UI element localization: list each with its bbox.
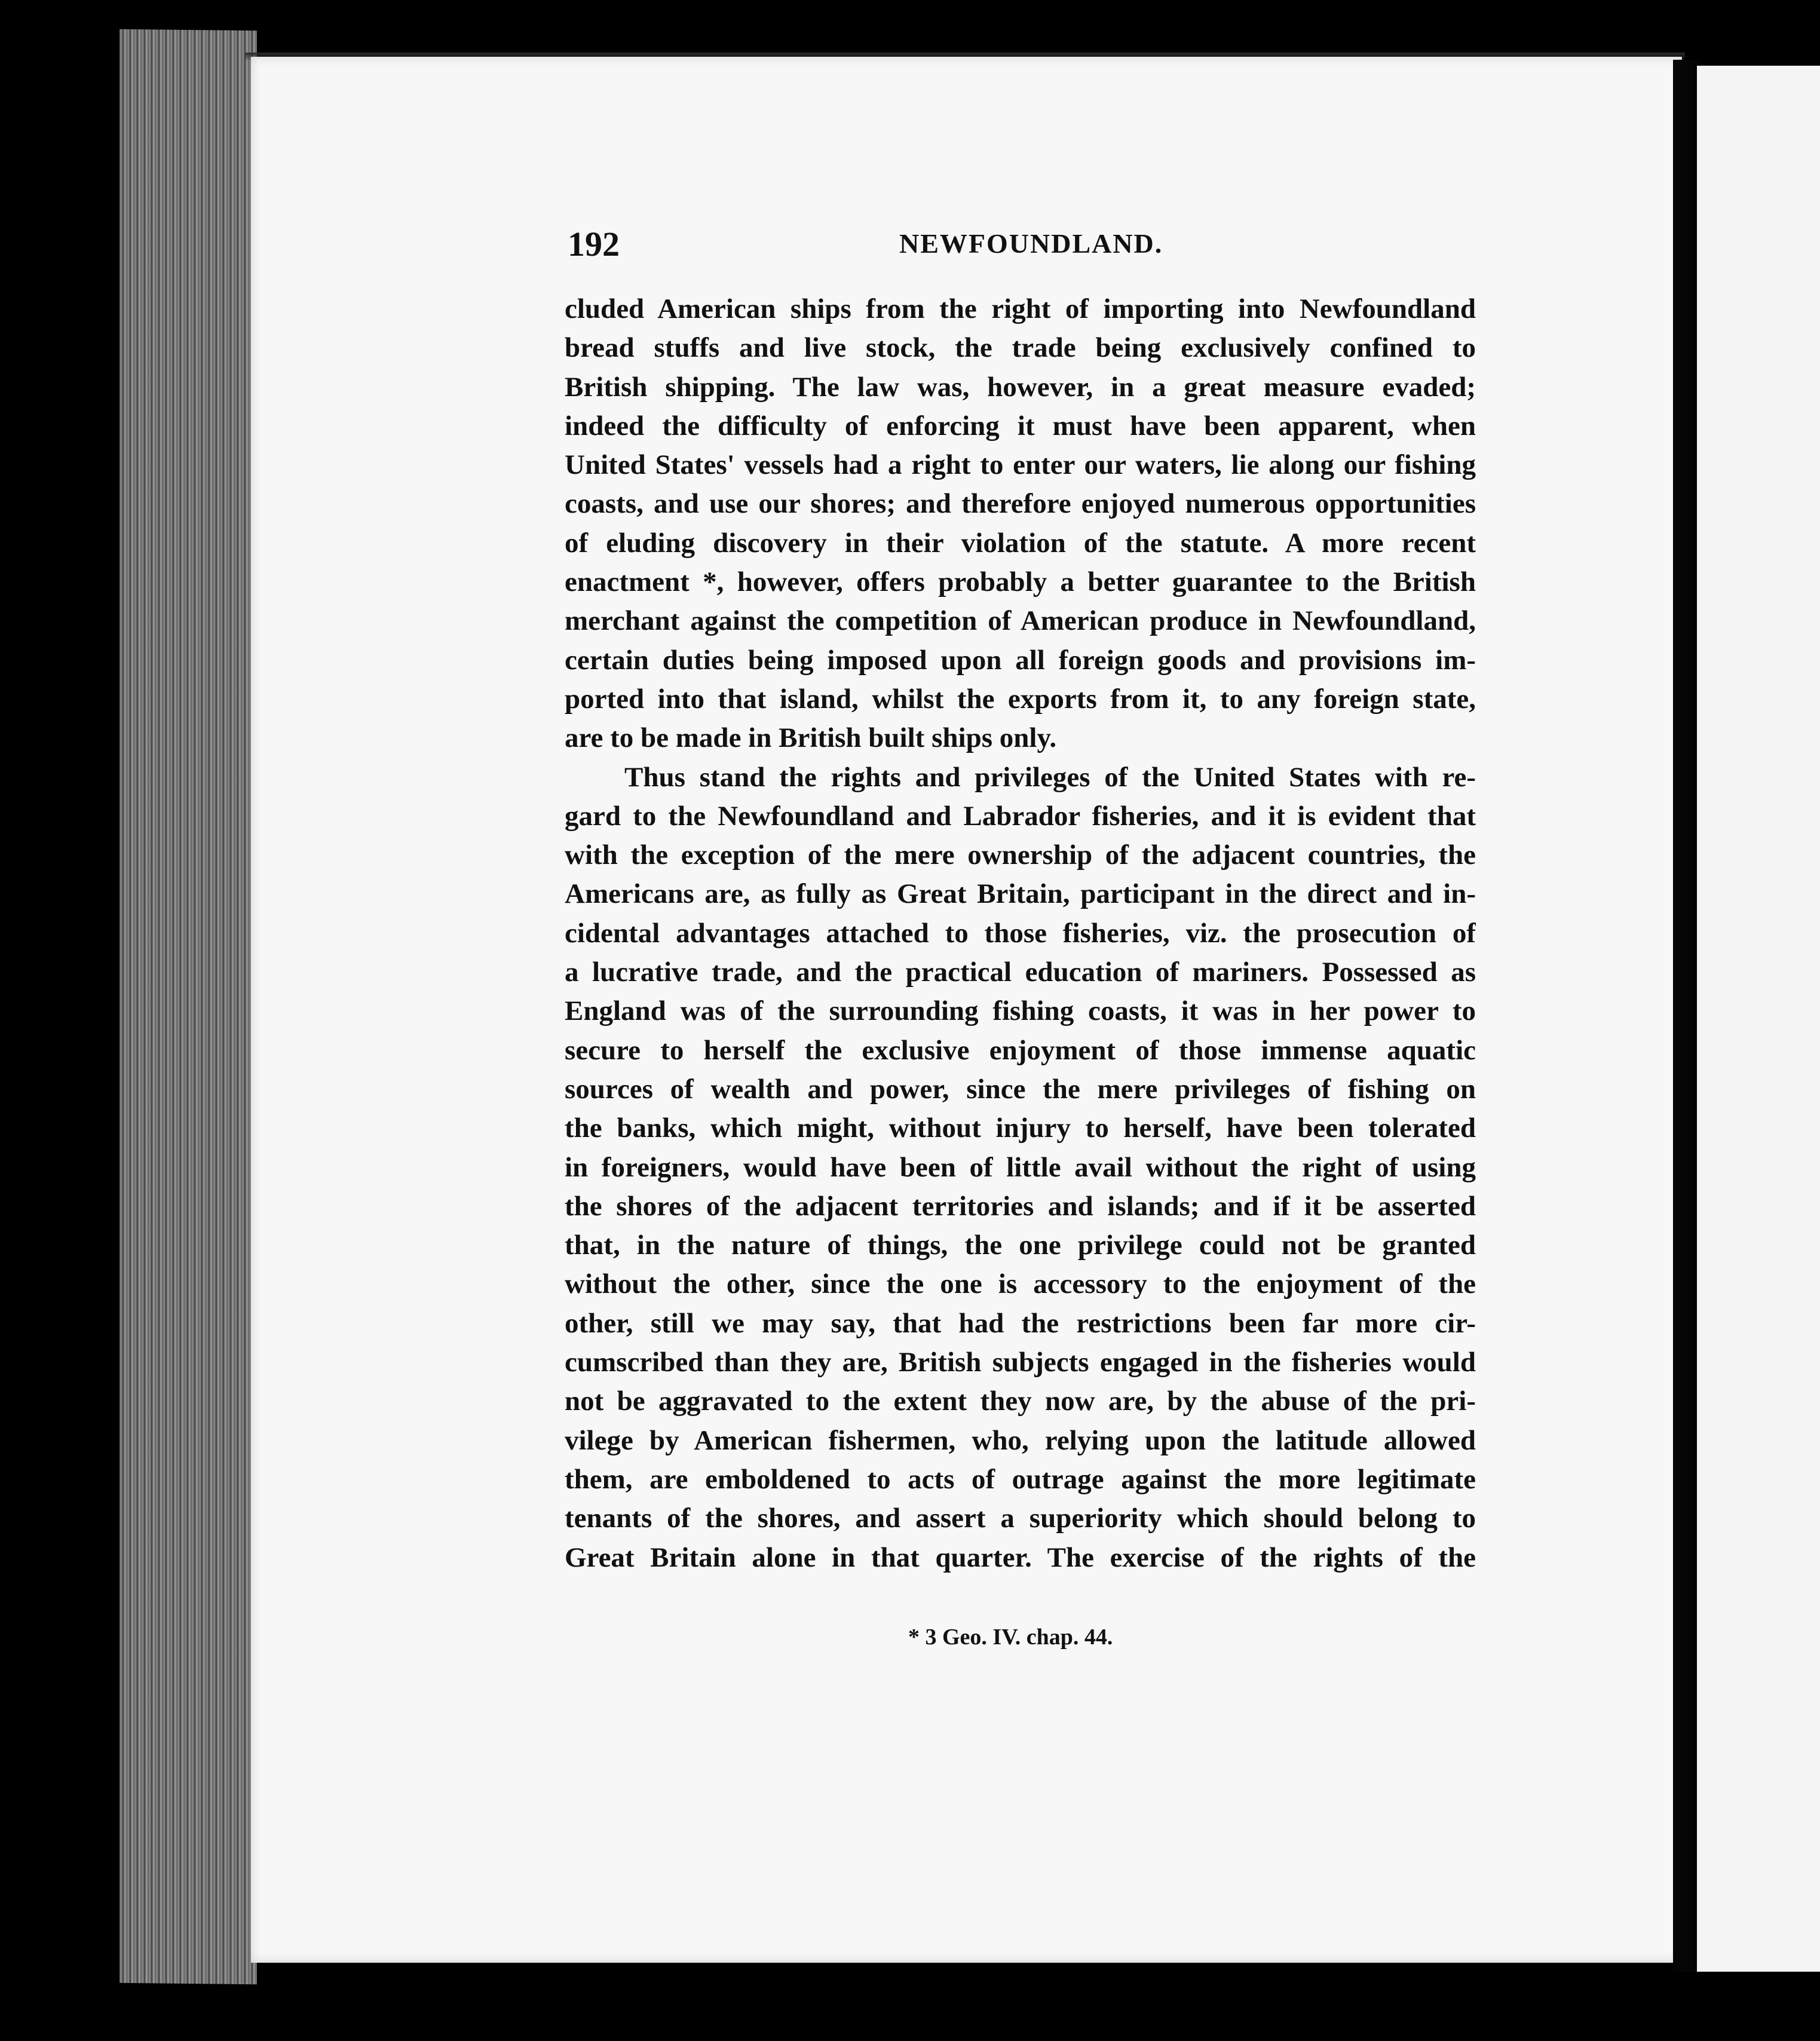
- text-line: with the exception of the mere ownership of the adjacent countries, the: [565, 839, 1476, 871]
- text-line: without the other, since the one is accessory to the enjoyment of the: [565, 1268, 1476, 1300]
- text-line: the banks, which might, without injury to herself, have been tolerated: [565, 1113, 1476, 1144]
- text-line: that, in the nature of things, the one privilege could not be granted: [565, 1230, 1476, 1261]
- text-line: certain duties being imposed upon all foreign goods and provisions im-: [565, 644, 1476, 676]
- text-line: of eluding discovery in their violation of the statute. A more recent: [565, 527, 1476, 559]
- text-line: them, are emboldened to acts of outrage against the more legitimate: [565, 1463, 1476, 1495]
- text-line: are to be made in British built ships only.: [565, 722, 1057, 754]
- facing-page-edge: [1697, 66, 1820, 1972]
- text-line: the shores of the adjacent territories and islands; and if it be asserted: [565, 1190, 1476, 1222]
- text-line: bread stuffs and live stock, the trade being exclusively confined to: [565, 332, 1476, 364]
- text-line: Americans are, as fully as Great Britain, participant in the direct and in-: [565, 878, 1476, 910]
- text-line: secure to herself the exclusive enjoyment of those immense aquatic: [565, 1034, 1476, 1066]
- text-line: other, still we may say, that had the restrictions been far more cir-: [565, 1307, 1476, 1339]
- text-line: sources of wealth and power, since the mere privileges of fishing on: [565, 1073, 1476, 1105]
- text-line: United States' vessels had a right to enter our waters, lie along our fishing: [565, 449, 1476, 481]
- text-line: a lucrative trade, and the practical education of mariners. Possessed as: [565, 957, 1476, 988]
- text-line: England was of the surrounding fishing coasts, it was in her power to: [565, 995, 1476, 1027]
- text-line: ported into that island, whilst the exports from it, to any foreign state,: [565, 683, 1476, 715]
- text-line: Great Britain alone in that quarter. The exercise of the rights of the: [565, 1542, 1476, 1573]
- book-page-edges: [120, 29, 257, 1984]
- text-line: gard to the Newfoundland and Labrador fisheries, and it is evident that: [565, 800, 1476, 832]
- text-line: coasts, and use our shores; and therefore enjoyed numerous opportunities: [565, 488, 1476, 520]
- text-line: merchant against the competition of American produce in Newfoundland,: [565, 605, 1476, 637]
- text-line: not be aggravated to the extent they now are, by the abuse of the pri-: [565, 1386, 1476, 1417]
- book-gutter: [1673, 60, 1700, 1972]
- text-line: vilege by American fishermen, who, relying upon the latitude allowed: [565, 1424, 1476, 1456]
- footnote: * 3 Geo. IV. chap. 44.: [908, 1625, 1113, 1650]
- text-line: cidental advantages attached to those fisheries, viz. the prosecution of: [565, 917, 1476, 949]
- text-line: British shipping. The law was, however, in a great measure evaded;: [565, 371, 1476, 403]
- text-line: in foreigners, would have been of little avail without the right of using: [565, 1151, 1476, 1183]
- text-line: enactment *, however, offers probably a better guarantee to the British: [565, 566, 1476, 598]
- text-line: tenants of the shores, and assert a superiority which should belong to: [565, 1503, 1476, 1534]
- text-line: cluded American ships from the right of importing into Newfoundland: [565, 293, 1476, 324]
- text-line: Thus stand the rights and privileges of the United States with re-: [624, 761, 1476, 793]
- text-line: cumscribed than they are, British subjects engaged in the fisheries would: [565, 1347, 1476, 1378]
- page-number: 192: [568, 225, 620, 263]
- text-line: indeed the difficulty of enforcing it must have been apparent, when: [565, 410, 1476, 442]
- body-text: [565, 290, 1476, 1577]
- running-head: NEWFOUNDLAND.: [899, 228, 1163, 259]
- page-header: [568, 224, 1482, 266]
